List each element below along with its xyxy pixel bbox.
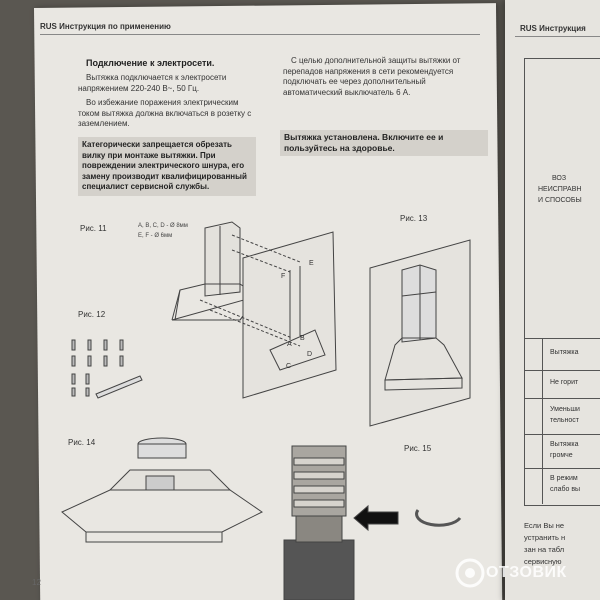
label-b: B xyxy=(300,335,305,342)
right-bottom-line-3: зан на табл xyxy=(524,545,565,554)
table-row-1: Вытяжка xyxy=(550,349,579,356)
fig15-duct-drawing xyxy=(284,446,460,600)
fig11-hood-drawing xyxy=(172,222,336,398)
left-page-header: RUS Инструкция по применению xyxy=(40,22,171,31)
table-row-3a: Уменьши xyxy=(550,406,580,413)
table-head-2: НЕИСПРАВН xyxy=(538,186,582,193)
table-row-divider xyxy=(524,434,600,435)
fig13-mounted-hood-drawing xyxy=(370,240,470,426)
table-head-3: И СПОСОБЫ xyxy=(538,197,582,204)
table-row-divider xyxy=(524,468,600,469)
installed-box: Вытяжка установлена. Включите ее и пользуйтесь на здоровье. xyxy=(280,130,488,156)
right-page-header: RUS Инструкция xyxy=(520,24,586,33)
label-f: F xyxy=(281,273,286,280)
paragraph-breaker: С целью дополнительной защиты вытяжки от перепадов напряжения в сети рекомендуется подключать ее через дополнительный автоматический выключатель 6 А. xyxy=(283,56,461,97)
page-number: 12 xyxy=(32,578,41,587)
fig14-hood-top-drawing xyxy=(62,438,262,542)
table-row-3b: тельност xyxy=(550,417,579,424)
label-d: D xyxy=(307,351,313,358)
troubleshooting-table xyxy=(524,58,600,506)
section-title: Подключение к электросети. xyxy=(86,58,215,68)
label-c: C xyxy=(286,363,292,370)
table-row-4a: Вытяжка xyxy=(550,441,579,448)
dims-line-1: A, B, C, D - Ø 8мм xyxy=(138,223,188,229)
warning-box: Категорически запрещается обрезать вилку при монтаже вытяжки. При повреждении электрического шнура, его замену производит квалифицированный специалист сервисной службы. xyxy=(78,137,256,196)
table-head-1: ВОЗ xyxy=(552,175,567,182)
fig14-label: Рис. 14 xyxy=(68,438,96,447)
right-header-divider xyxy=(515,36,600,37)
fig12-label: Рис. 12 xyxy=(78,310,106,319)
dims-line-2: E, F - Ø 6мм xyxy=(138,233,173,239)
watermark-text: ОТЗОВИК xyxy=(486,564,567,581)
table-row-2: Не горит xyxy=(550,379,579,386)
table-row-5b: слабо вы xyxy=(550,486,581,493)
fig12-fasteners-drawing xyxy=(72,340,142,398)
right-bottom-line-4: сервисную xyxy=(524,557,562,566)
right-bottom-line-1: Если Вы не xyxy=(524,521,565,530)
fig13-label: Рис. 13 xyxy=(400,214,428,223)
paragraph-grounding: Во избежание поражения электрическим током вытяжка должна включаться в розетку с заземлением. xyxy=(78,98,252,128)
paragraph-voltage: Вытяжка подключается к электросети напряжением 220-240 В~, 50 Гц. xyxy=(78,73,227,93)
table-row-divider xyxy=(524,338,600,339)
table-col-divider xyxy=(542,338,543,504)
table-row-5a: В режим xyxy=(550,475,578,482)
label-e: E xyxy=(309,260,314,267)
label-a: A xyxy=(287,341,292,348)
right-bottom-line-2: устранить н xyxy=(524,533,566,542)
fig11-label: Рис. 11 xyxy=(80,224,107,233)
table-row-4b: громче xyxy=(550,452,573,459)
fig15-label: Рис. 15 xyxy=(404,444,432,453)
table-row-divider xyxy=(524,398,600,399)
table-row-divider xyxy=(524,370,600,371)
